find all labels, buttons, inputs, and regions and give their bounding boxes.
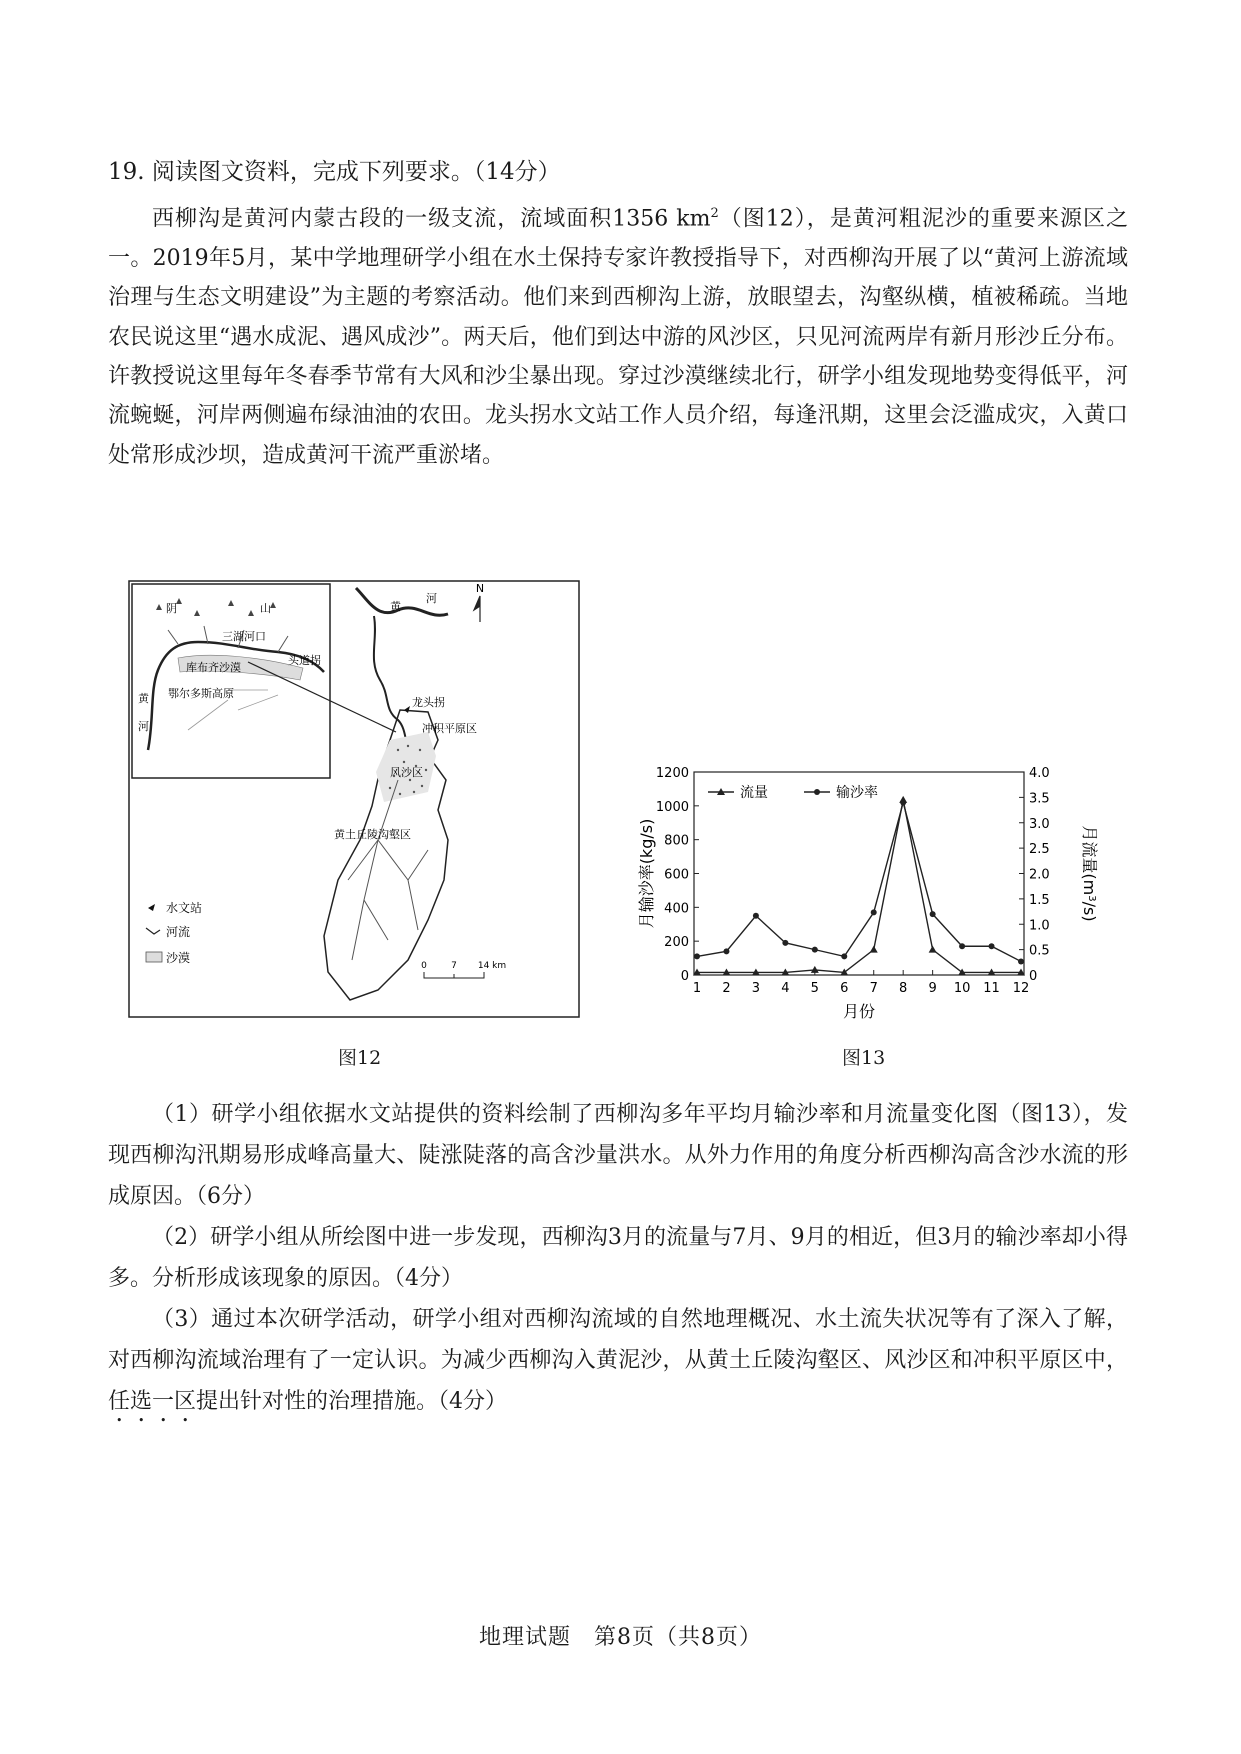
x-tick-label: 11 [983, 981, 1000, 996]
sediment-point [753, 913, 759, 919]
x-tick-label: 3 [751, 981, 761, 996]
x-tick-label: 7 [869, 981, 878, 996]
y-tick-label-right: 3.0 [1029, 816, 1050, 832]
y-tick-label-right: 1.0 [1029, 918, 1050, 934]
map-legend [146, 900, 202, 965]
north-label: N [475, 582, 485, 595]
sediment-point [782, 940, 788, 946]
map-label-loess: 黄土丘陵沟壑区 [334, 828, 411, 841]
x-tick-label: 6 [840, 981, 849, 996]
y-axis-label-left: 月输沙率(kg/s) [637, 818, 656, 929]
question-title: 19. 阅读图文资料，完成下列要求。（14分） [108, 159, 561, 185]
sub-question-3: （3）通过本次研学活动，研学小组对西柳沟流域的自然地理概况、水土流失状况等有了深入了解，对西柳沟流域治理有了一定认识。为减少西柳沟入黄泥沙，从黄土丘陵沟壑区、风沙区和冲积平原区中，任选一区提出针对性的治理措施。（4分） [108, 1307, 1128, 1414]
map-label-huang: 黄 [390, 600, 401, 613]
sediment-point [841, 953, 847, 959]
scale-7: 7 [451, 961, 457, 971]
x-tick-label: 10 [953, 981, 971, 996]
inset-label-ordos: 鄂尔多斯高原 [168, 687, 234, 700]
y-tick-label-left: 800 [664, 833, 689, 849]
station-icon [148, 904, 155, 911]
scale-0: 0 [421, 961, 427, 971]
legend-label: 输沙率 [836, 785, 878, 801]
y-axis-label-right: 月流量$(m^3/s)$ [1080, 825, 1099, 922]
figure-12-caption: 图12 [338, 1047, 382, 1069]
sediment-point [900, 799, 906, 805]
inset-label-he: 河 [138, 720, 149, 733]
series-line-sediment [697, 802, 1021, 961]
sediment-point [989, 943, 995, 949]
x-axis-label: 月份 [842, 1002, 876, 1021]
sub-question-1: （1）研学小组依据水文站提供的资料绘制了西柳沟多年平均月输沙率和月流量变化图（图13），发现西柳沟汛期易形成峰高量大、陡涨陡落的高含沙量洪水。从外力作用的角度分析西柳沟高含沙水流的形成原因。（6分） [108, 1102, 1128, 1209]
north-arrow-icon [474, 596, 480, 622]
figure-12-map [128, 580, 580, 1018]
inset-label-toudaoguai: 头道拐 [288, 654, 321, 667]
x-tick-label: 4 [781, 981, 790, 996]
map-label-alluvial: 冲积平原区 [422, 722, 477, 735]
map-label-longtouguai: 龙头拐 [412, 696, 445, 709]
sediment-point [871, 909, 877, 915]
y-tick-label-left: 600 [664, 867, 689, 883]
scale-14: 14 km [477, 961, 507, 971]
y-tick-label-left: 1000 [655, 799, 689, 815]
scale-bar [421, 961, 506, 978]
figure-13-chart [632, 760, 1112, 1040]
desert-icon [146, 952, 162, 962]
sediment-point [812, 947, 818, 953]
sediment-point [1018, 958, 1024, 964]
legend-label: 流量 [740, 785, 768, 801]
y-tick-label-right: 4.0 [1029, 766, 1050, 781]
y-tick-label-right: 3.5 [1029, 791, 1050, 807]
river-icon [146, 928, 160, 934]
question-passage: 西柳沟是黄河内蒙古段的一级支流，流域面积1356 $km^2$（图12），是黄河粗泥沙的重要来源区之一。2019年5月，某中学地理研学小组在水土保持专家许教授指导下，对西柳沟开展了以“黄河上游流域治理与生态文明建设”为主题的考察活动。他们来到西柳沟上游，放眼望去，沟壑纵横，植被稀疏。当地农民说这里“遇水成泥、遇风成沙”。两天后，他们到达中游的风沙区，只见河流两岸有新月形沙丘分布。许教授说这里每年冬春季节常有大风和沙尘暴出现。穿过沙漠继续北行，研学小组发现地势变得低平，河流蜿蜒，河岸两侧遍布绿油油的农田。龙头拐水文站工作人员介绍，每逢汛期，这里会泛滥成灾，入黄口处常形成沙坝，造成黄河干流严重淤堵。 [108, 206, 1128, 468]
flow-point [811, 966, 819, 973]
inset-map [132, 584, 330, 778]
y-tick-label-right: 2.5 [1029, 842, 1050, 858]
sub-question-2: （2）研学小组从所绘图中进一步发现，西柳沟3月的流量与7月、9月的相近，但3月的输沙率却小得多。分析形成该现象的原因。（4分） [108, 1225, 1128, 1291]
y-tick-label-left: 0 [680, 969, 689, 984]
map-label-sandy: 风沙区 [390, 766, 423, 779]
sediment-point [694, 953, 700, 959]
page-footer: 地理试题 第8页（共8页） [479, 1625, 762, 1650]
legend-marker [814, 789, 820, 795]
inset-label-kubuqi: 库布齐沙漠 [186, 661, 241, 674]
x-tick-label: 8 [899, 981, 908, 996]
x-tick-label: 2 [722, 981, 731, 996]
plot-frame [694, 772, 1024, 975]
y-tick-label-right: 0 [1029, 969, 1038, 984]
flow-point [929, 946, 937, 953]
x-tick-label: 12 [1012, 981, 1030, 996]
flow-point [870, 946, 878, 953]
inset-label-yin: 阴 [166, 602, 177, 615]
sediment-point [723, 948, 729, 954]
y-tick-label-left: 1200 [655, 766, 689, 781]
y-tick-label-right: 1.5 [1029, 892, 1050, 908]
x-tick-label: 9 [928, 981, 937, 996]
y-tick-label-left: 200 [664, 935, 689, 951]
x-tick-label: 1 [692, 981, 702, 996]
y-tick-label-right: 0.5 [1029, 943, 1050, 959]
sediment-point [930, 911, 936, 917]
chart-legend [708, 784, 878, 801]
legend-desert: 沙漠 [166, 951, 191, 965]
y-tick-label-left: 400 [664, 901, 689, 917]
inset-label-shan: 山 [260, 602, 271, 615]
emphasis-text: 任选一区 [108, 1389, 197, 1414]
inset-label-huang: 黄 [138, 692, 149, 705]
y-tick-label-right: 2.0 [1029, 867, 1050, 883]
x-tick-label: 5 [810, 981, 819, 996]
legend-station: 水文站 [166, 901, 203, 915]
legend-river: 河流 [166, 925, 191, 939]
figure-13-caption: 图13 [842, 1047, 886, 1069]
sediment-point [959, 943, 965, 949]
map-label-he: 河 [426, 592, 437, 605]
inset-label-sanhu: 三湖河口 [222, 630, 266, 643]
